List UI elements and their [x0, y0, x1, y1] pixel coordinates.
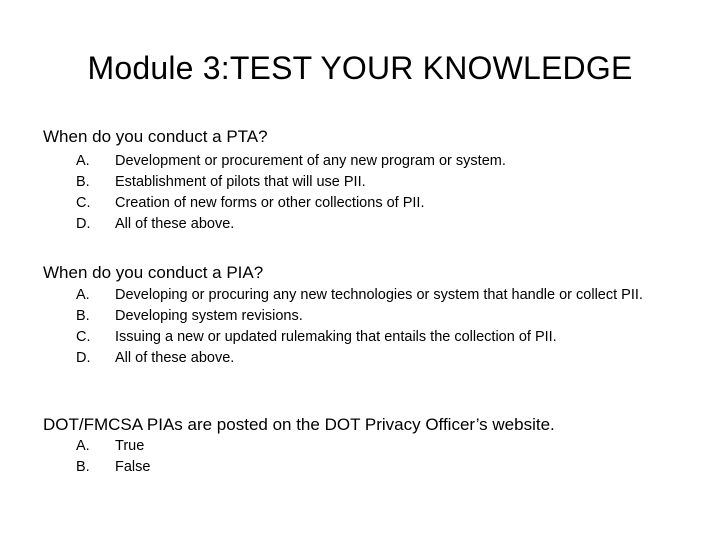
option-letter: B.: [76, 174, 90, 190]
option-item: [76, 193, 656, 214]
option-letter: C.: [76, 329, 91, 345]
question-2-options: [76, 285, 656, 369]
option-text: All of these above.: [115, 350, 235, 366]
option-item: [76, 214, 656, 235]
option-text: Creation of new forms or other collections of PII.: [115, 195, 425, 211]
option-text: Establishment of pilots that will use PII.: [115, 174, 366, 190]
option-text: Development or procurement of any new program or system.: [115, 153, 506, 169]
option-text: Developing system revisions.: [115, 308, 303, 324]
option-letter: A.: [76, 287, 90, 303]
question-2-text: When do you conduct a PIA?: [43, 263, 264, 282]
option-text: All of these above.: [115, 216, 235, 232]
question-3-text: DOT/FMCSA PIAs are posted on the DOT Privacy Officer’s website.: [43, 415, 555, 434]
option-letter: B.: [76, 308, 90, 324]
question-1-options: [76, 151, 656, 235]
option-item: [76, 306, 656, 327]
option-letter: A.: [76, 153, 90, 169]
option-letter: B.: [76, 459, 90, 475]
option-text: True: [115, 438, 145, 454]
question-3-options: [76, 436, 656, 478]
option-text: False: [115, 459, 151, 475]
option-item: [76, 285, 656, 306]
option-letter: A.: [76, 438, 90, 454]
option-item: [76, 457, 656, 478]
option-item: [76, 436, 656, 457]
page-title: Module 3:TEST YOUR KNOWLEDGE: [87, 50, 633, 86]
option-letter: D.: [76, 350, 91, 366]
option-item: [76, 172, 656, 193]
option-letter: C.: [76, 195, 91, 211]
option-letter: D.: [76, 216, 91, 232]
option-text: Developing or procuring any new technologies or system that handle or collect PII.: [115, 287, 643, 303]
option-item: [76, 327, 656, 348]
option-item: [76, 151, 656, 172]
option-item: [76, 348, 656, 369]
question-1-text: When do you conduct a PTA?: [43, 127, 268, 146]
option-text: Issuing a new or updated rulemaking that entails the collection of PII.: [115, 329, 557, 345]
